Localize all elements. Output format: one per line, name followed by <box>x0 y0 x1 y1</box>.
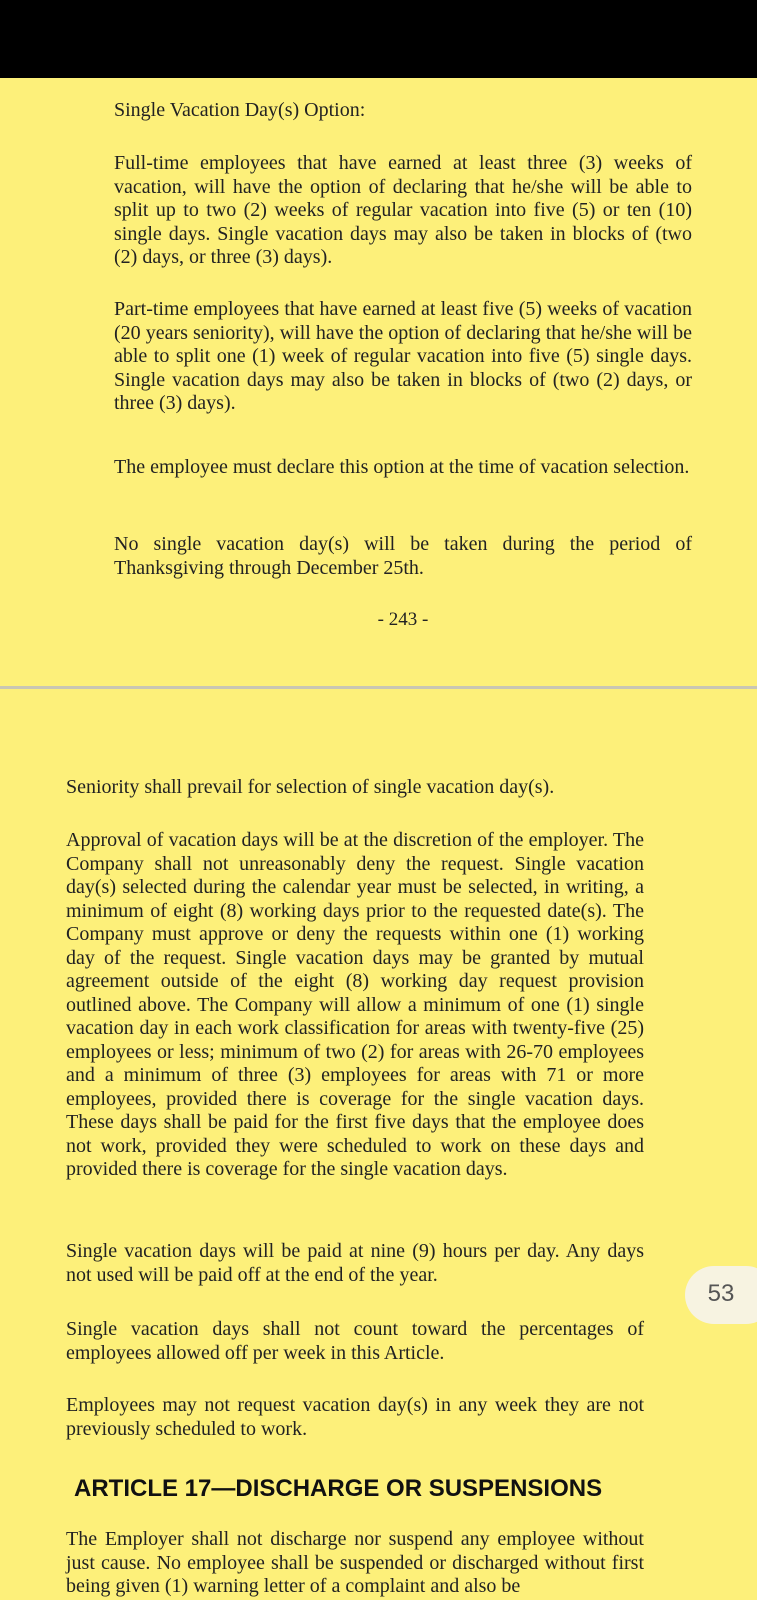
paragraph-approval: Approval of vacation days will be at the discretion of the employer. The Company shall not unreasonably deny the request. Single vacation day(s) selected during the calendar year must be selected, in writing, a minimum of eight (8) working days prior to the requested date(s). The Company must approve or deny the requests within one (1) working day of the request. Single vacation days may be granted by mutual agreement outside of the eight (8) working day request provision outlined above. The Company will allow a minimum of one (1) single vacation day in each work classification for areas with twenty-five (25) employees or less; minimum of two (2) for areas with 26-70 employees and a minimum of three (3) employees for areas with 71 or more employees, provided there is coverage for the single vacation days. These days shall be paid for the first five days that the employee does not work, provided they were scheduled to work on these days and provided there is coverage for the single vacation days. <box>66 829 644 1180</box>
paragraph-not-scheduled: Employees may not request vacation day(s) in any week they are not previously scheduled to work. <box>66 1394 644 1440</box>
paragraph-full-time: Full-time employees that have earned at least three (3) weeks of vacation, will have the option of declaring that he/she will be able to split up to two (2) weeks of regular vacation into five (5) or ten (10) single days. Single vacation days may also be taken in blocks of (two (2) days, or three (3) days). <box>114 152 692 268</box>
page-indicator-number: 53 <box>707 1280 735 1307</box>
paragraph-seniority: Seniority shall prevail for selection of single vacation day(s). <box>66 776 555 798</box>
paragraph-part-time: Part-time employees that have earned at least five (5) weeks of vacation (20 years seniority), will have the option of declaring that he/she will be able to split one (1) week of regular vacation into five (5) single days. Single vacation days may also be taken in blocks of (two (2) days, or three (3) days). <box>114 298 692 414</box>
page-number: - 243 - <box>377 609 429 630</box>
section-heading: Single Vacation Day(s) Option: <box>114 99 366 121</box>
page-divider <box>0 686 757 689</box>
article-heading: ARTICLE 17—DISCHARGE OR SUSPENSIONS <box>74 1475 603 1502</box>
paragraph-declare-option: The employee must declare this option at the time of vacation selection. <box>114 456 690 478</box>
top-status-bar <box>0 0 757 78</box>
paragraph-paid-hours: Single vacation days will be paid at nine (9) hours per day. Any days not used will be paid off at the end of the year. <box>66 1240 644 1286</box>
page-indicator-tab[interactable] <box>685 1266 757 1324</box>
paragraph-thanksgiving: No single vacation day(s) will be taken during the period of Thanksgiving through December 25th. <box>114 533 692 579</box>
paragraph-discharge: The Employer shall not discharge nor suspend any employee without just cause. No employee shall be suspended or discharged without first being given (1) warning letter of a complaint and also be <box>66 1528 644 1597</box>
paragraph-percentages: Single vacation days shall not count toward the percentages of employees allowed off per week in this Article. <box>66 1318 644 1364</box>
